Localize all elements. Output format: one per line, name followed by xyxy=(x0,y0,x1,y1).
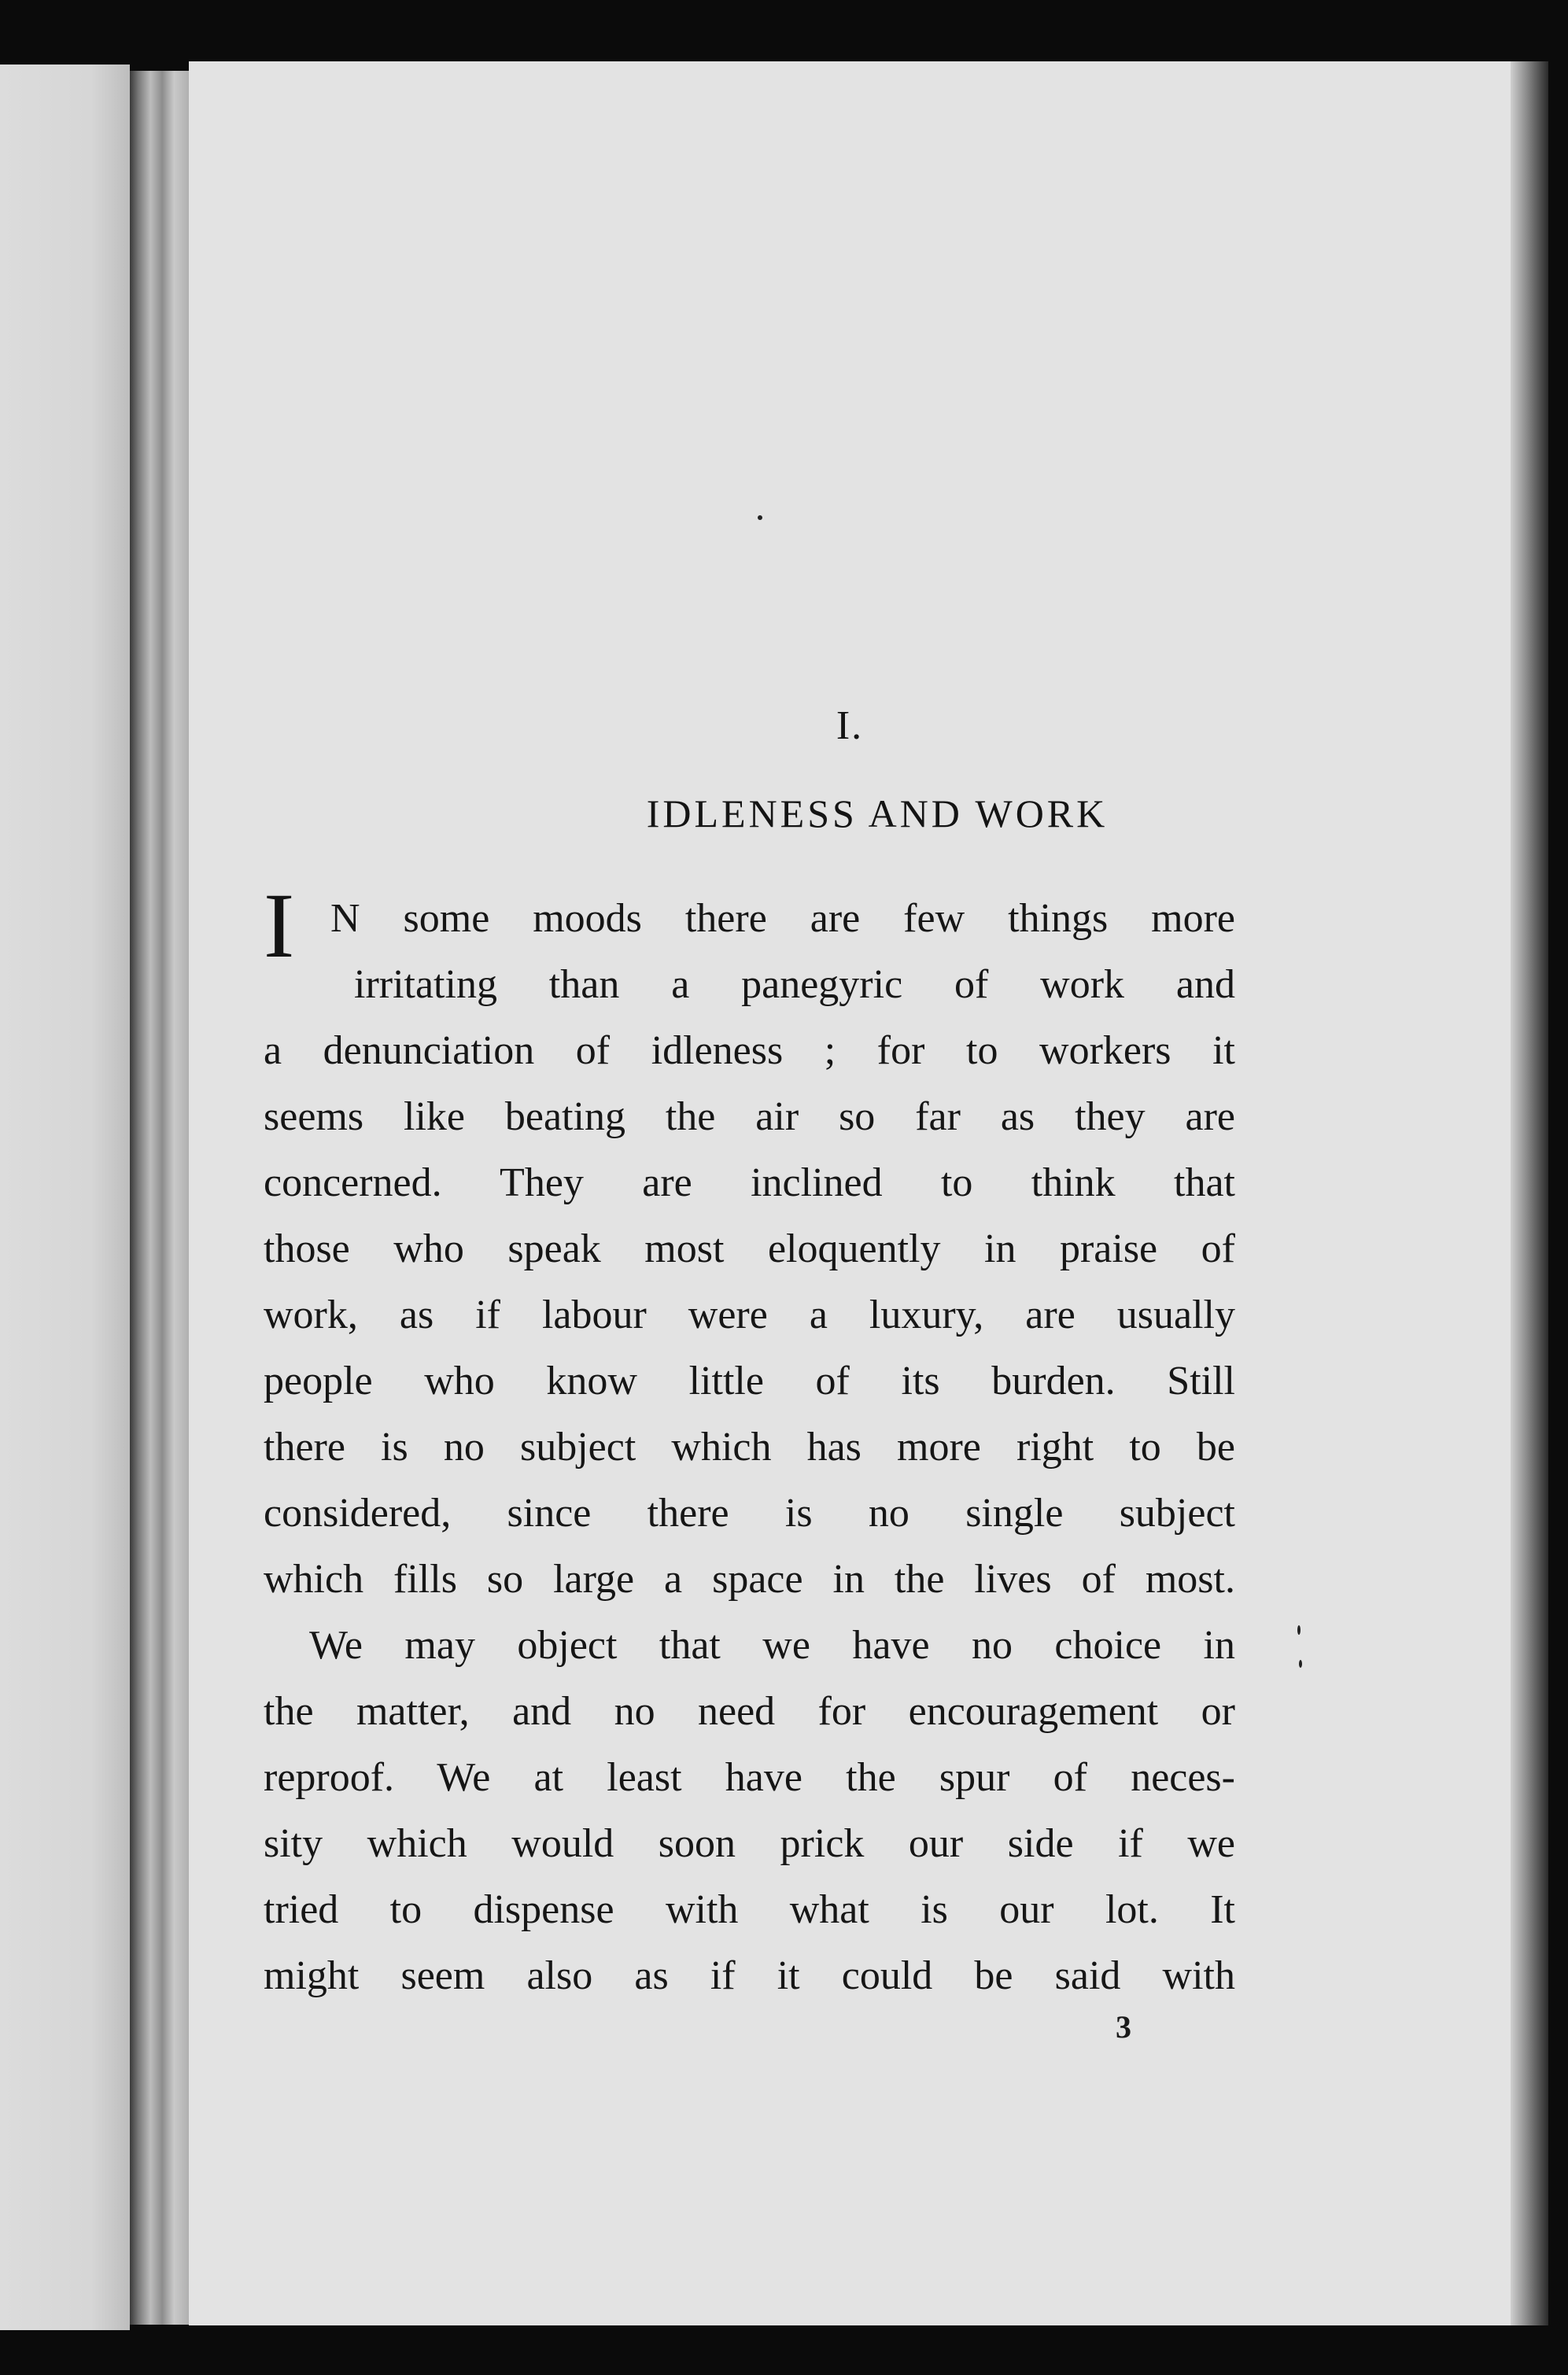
text-line: people who know little of its burden. Still xyxy=(264,1359,1235,1403)
book-gutter xyxy=(130,71,189,2325)
text-line: work, as if labour were a luxury, are usually xyxy=(264,1293,1235,1337)
text-line: seems like beating the air so far as they are xyxy=(264,1094,1235,1139)
text-line: which fills so large a space in the lives of most. xyxy=(264,1557,1235,1602)
page-number: 3 xyxy=(1116,2009,1131,2045)
drop-cap: I xyxy=(264,874,295,977)
text-line: those who speak most eloquently in praise of xyxy=(264,1226,1235,1271)
text-line: considered, since there is no single subject xyxy=(264,1491,1235,1536)
page-right-edge xyxy=(1511,61,1548,2325)
text-line: sity which would soon prick our side if we xyxy=(264,1821,1235,1866)
chapter-title: IDLENESS AND WORK xyxy=(646,791,1109,835)
text-line: reproof. We at least have the spur of neces- xyxy=(264,1755,1235,1800)
text-line: there is no subject which has more right to be xyxy=(264,1425,1235,1470)
scan-speck xyxy=(1299,1660,1302,1668)
text-line: tried to dispense with what is our lot. It xyxy=(264,1887,1235,1932)
text-line-first: N some moods there are few things more xyxy=(330,896,1235,941)
text-line: a denunciation of idleness ; for to workers it xyxy=(264,1028,1235,1073)
scan-speck xyxy=(758,515,762,520)
text-line: irritating than a panegyric of work and xyxy=(354,962,1235,1007)
facing-page-edge xyxy=(0,65,130,2330)
text-line: concerned. They are inclined to think that xyxy=(264,1160,1235,1205)
text-line: We may object that we have no choice in xyxy=(309,1623,1235,1668)
scan-speck xyxy=(1297,1625,1301,1635)
text-line: the matter, and no need for encouragement or xyxy=(264,1689,1235,1734)
body-text xyxy=(264,886,1235,2009)
text-line: might seem also as if it could be said with xyxy=(264,1953,1235,1998)
chapter-number: I. xyxy=(836,703,864,748)
